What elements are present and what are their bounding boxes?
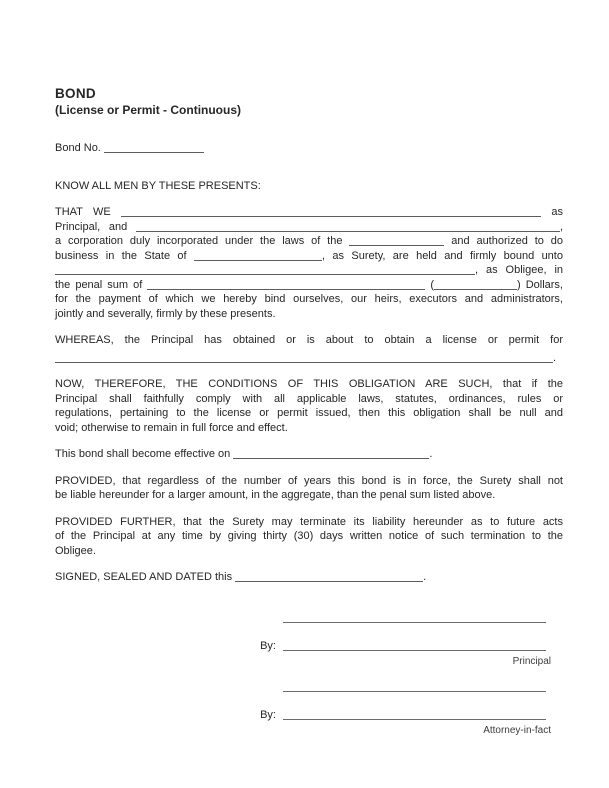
bond-number-line <box>55 141 563 156</box>
blank-field <box>235 572 423 582</box>
signature-line <box>55 611 546 626</box>
signed-sealed-dated-line <box>55 570 563 585</box>
text-line: NOW, THEREFORE, THE CONDITIONS OF THIS OBLIGATION ARE SUCH, that if the <box>55 378 563 390</box>
blank-field <box>434 280 517 290</box>
signature-role-label: Attorney-in-fact <box>483 724 551 736</box>
signature-blank <box>283 613 546 623</box>
blank-field <box>121 207 541 217</box>
paragraph-obligation <box>55 205 563 321</box>
blank-field <box>104 143 204 153</box>
paragraph-provided <box>55 474 563 503</box>
paragraph-provided-further <box>55 515 563 559</box>
text-line: a corporation duly incorporated under the laws of the and authorized to do <box>55 235 563 247</box>
text-line: for the payment of which we hereby bind ourselves, our heirs, executors and administrators, <box>55 293 563 305</box>
blank-field <box>194 251 322 261</box>
text-line: business in the State of , as Surety, are held and firmly bound unto <box>55 249 563 262</box>
text-line: WHEREAS, the Principal has obtained or is about to obtain a license or permit for <box>55 334 563 346</box>
signature-blank <box>283 682 546 692</box>
text-line: Principal shall faithfully comply with all applicable laws, statutes, ordinances, rules or <box>55 392 563 405</box>
text-line: This bond shall become effective on . <box>55 448 433 460</box>
by-signature-blank <box>283 641 546 651</box>
text-line: regulations, pertaining to the license or permit issued, then this obligation shall be null and <box>55 407 563 419</box>
text-line: of the Principal at any time by giving thirty (30) days written notice of such termination to the <box>55 530 563 542</box>
blank-field <box>55 265 475 275</box>
text-line: PROVIDED, that regardless of the number of years this bond is in force, the Surety shall not <box>55 474 563 487</box>
text-line: , as Obligee, in <box>55 263 563 278</box>
paragraph-effective-date <box>55 447 563 462</box>
document-title: BOND <box>55 86 96 101</box>
document-subtitle: (License or Permit - Continuous) <box>55 103 242 117</box>
document-content <box>55 86 563 737</box>
presents-heading: KNOW ALL MEN BY THESE PRESENTS: <box>55 179 261 192</box>
paragraph-conditions <box>55 377 563 435</box>
signature-role-label: Principal <box>512 655 551 667</box>
text-line: be liable hereunder for a larger amount, in the aggregate, than the penal sum listed above. <box>55 489 496 501</box>
signature-block-principal <box>55 611 563 668</box>
blank-field <box>233 449 429 459</box>
paragraph-whereas <box>55 333 563 365</box>
text-line: jointly and severally, firmly by these presents. <box>55 307 276 320</box>
text-line: . <box>55 351 563 366</box>
text-line: SIGNED, SEALED AND DATED this . <box>55 571 427 583</box>
blank-field <box>147 280 425 290</box>
text-line: THAT WE as <box>55 206 563 218</box>
by-row <box>55 639 546 654</box>
text-line: the penal sum of ( ) Dollars, <box>55 278 563 291</box>
signature-block-attorney <box>55 680 563 737</box>
signature-line <box>55 680 546 695</box>
text-line: Bond No. <box>55 141 563 156</box>
by-label: By: <box>260 640 276 652</box>
blank-field <box>55 353 553 363</box>
by-signature-blank <box>283 710 546 720</box>
blank-field <box>136 222 560 232</box>
by-row <box>55 708 546 723</box>
by-label: By: <box>260 709 276 721</box>
text-line: PROVIDED FURTHER, that the Surety may terminate its liability hereunder as to future acts <box>55 515 563 528</box>
text-line: Obligee. <box>55 544 96 557</box>
text-line: Principal, and , <box>55 220 563 233</box>
blank-field <box>349 236 444 246</box>
text-line: void; otherwise to remain in full force and effect. <box>55 421 288 434</box>
